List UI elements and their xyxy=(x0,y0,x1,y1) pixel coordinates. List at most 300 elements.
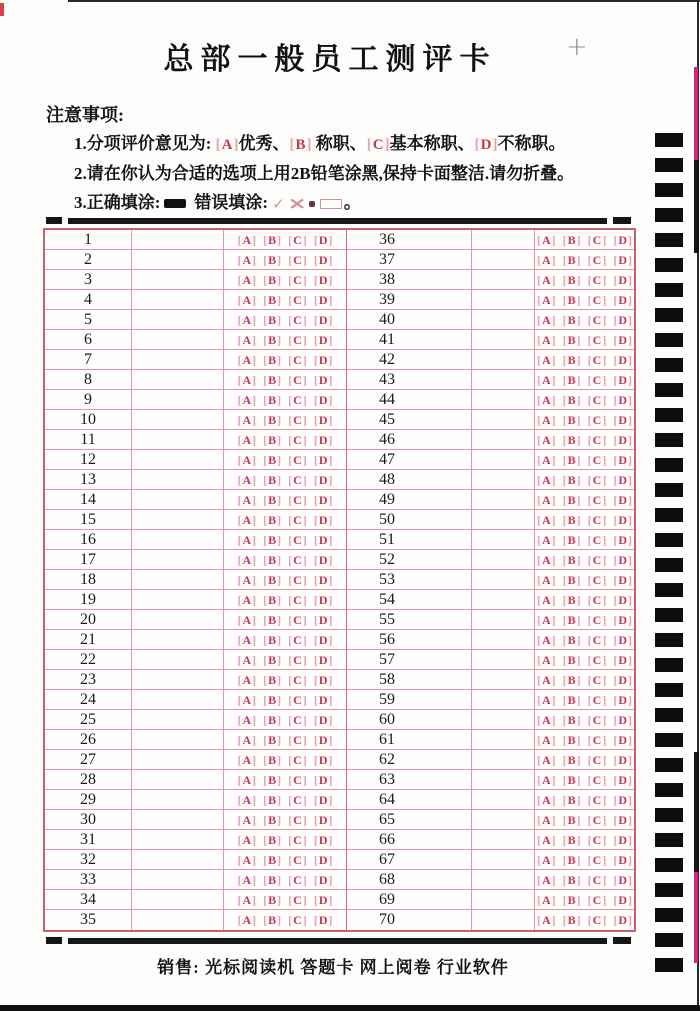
option-row xyxy=(224,830,347,850)
option-C xyxy=(588,514,607,526)
option-B xyxy=(563,594,581,606)
option-D xyxy=(613,654,632,666)
bracket-icon: [ xyxy=(263,792,268,807)
option-row xyxy=(535,310,634,330)
blank-cell xyxy=(132,470,224,490)
option-letter: D xyxy=(618,512,628,527)
bracket-icon: [ xyxy=(237,712,242,727)
bracket-icon: ] xyxy=(277,632,282,647)
question-number-label: 58 xyxy=(379,670,395,688)
option-A xyxy=(537,234,556,246)
option-C xyxy=(288,314,307,326)
option-letter: A xyxy=(541,712,551,727)
question-number-label: 43 xyxy=(379,370,395,388)
option-C xyxy=(288,294,307,306)
bracket-icon: [ xyxy=(613,252,618,267)
bracket-icon: ] xyxy=(576,652,581,667)
bracket-icon: [ xyxy=(313,412,318,427)
bracket-icon: [ xyxy=(263,372,268,387)
blank-cell xyxy=(472,830,535,850)
option-letter: D xyxy=(318,652,328,667)
option-letter: A xyxy=(242,652,252,667)
bracket-icon: ] xyxy=(576,692,581,707)
bracket-icon: ] xyxy=(302,272,307,287)
bracket-icon: ] xyxy=(602,432,607,447)
bracket-icon: [ xyxy=(237,792,242,807)
option-row xyxy=(224,770,347,790)
bracket-icon: ] xyxy=(576,612,581,627)
bracket-icon: [ xyxy=(313,872,318,887)
bracket-icon: ] xyxy=(602,872,607,887)
bracket-icon: ] xyxy=(302,512,307,527)
bracket-icon: [ xyxy=(263,772,268,787)
question-number xyxy=(347,330,472,350)
option-A xyxy=(237,794,256,806)
bracket-icon: [ xyxy=(613,592,618,607)
bracket-icon: ] xyxy=(602,732,607,747)
blank-cell xyxy=(472,690,535,710)
option-D xyxy=(613,494,632,506)
bracket-icon: ] xyxy=(252,372,257,387)
option-letter: B xyxy=(268,692,277,707)
bracket-icon: ] xyxy=(628,592,633,607)
question-number-label: 27 xyxy=(80,750,96,768)
bracket-icon: ] xyxy=(252,232,257,247)
option-A xyxy=(537,294,556,306)
option-A xyxy=(537,474,556,486)
bracket-icon: ] xyxy=(328,752,333,767)
bracket-icon: ] xyxy=(551,892,556,907)
option-D xyxy=(613,394,632,406)
option-letter: A xyxy=(541,552,551,567)
option-B xyxy=(263,754,281,766)
bracket-icon: [ xyxy=(237,552,242,567)
option-letter: B xyxy=(567,892,576,907)
blank-cell xyxy=(472,550,535,570)
bracket-icon: [ xyxy=(288,672,293,687)
bracket-icon: [ xyxy=(237,352,242,367)
option-D xyxy=(613,774,632,786)
option-D xyxy=(613,454,632,466)
option-C xyxy=(588,734,607,746)
bracket-icon: ] xyxy=(277,552,282,567)
bracket-icon: ] xyxy=(302,432,307,447)
bracket-icon: [ xyxy=(613,552,618,567)
question-number-label: 65 xyxy=(379,810,395,828)
option-B xyxy=(563,754,581,766)
question-number-label: 33 xyxy=(80,870,96,888)
option-letter: B xyxy=(567,632,576,647)
bracket-icon: ] xyxy=(277,272,282,287)
option-letter: B xyxy=(268,612,277,627)
option-row xyxy=(535,750,634,770)
option-letter: C xyxy=(293,652,302,667)
option-letter: B xyxy=(567,532,576,547)
option-letter: C xyxy=(592,672,602,687)
bracket-icon: ] xyxy=(628,692,633,707)
bracket-icon: ] xyxy=(602,632,607,647)
option-letter: C xyxy=(293,772,302,787)
question-number xyxy=(347,230,472,250)
option-row xyxy=(224,490,347,510)
question-number-label: 59 xyxy=(379,690,395,708)
bracket-icon: ] xyxy=(602,392,607,407)
timing-mark xyxy=(655,683,683,697)
option-D xyxy=(314,594,333,606)
question-number-label: 54 xyxy=(379,590,395,608)
bracket-icon: ] xyxy=(602,252,607,267)
bracket-icon: [ xyxy=(237,252,242,267)
bracket-icon: [ xyxy=(237,772,242,787)
option-letter: D xyxy=(618,272,628,287)
bracket-icon: ] xyxy=(277,812,282,827)
option-letter: D xyxy=(318,732,328,747)
option-C xyxy=(588,414,607,426)
bracket-icon: [ xyxy=(313,312,318,327)
blank-cell xyxy=(132,810,224,830)
bracket-icon: ] xyxy=(302,312,307,327)
instruction-line-2: 2.请在你认为合适的选项上用2B铅笔涂黑,保持卡面整洁.请勿折叠。 xyxy=(74,164,575,183)
bracket-icon: [ xyxy=(536,312,541,327)
option-letter: C xyxy=(592,512,602,527)
bracket-icon: [ xyxy=(562,792,567,807)
option-B xyxy=(263,814,281,826)
option-row xyxy=(224,350,347,370)
bracket-icon: [ xyxy=(536,772,541,787)
question-number-label: 30 xyxy=(80,810,96,828)
bracket-icon: ] xyxy=(602,692,607,707)
bracket-icon: ] xyxy=(328,852,333,867)
question-number-label: 21 xyxy=(80,630,96,648)
timing-mark xyxy=(655,933,683,947)
option-letter: D xyxy=(318,612,328,627)
bracket-icon: ] xyxy=(628,292,633,307)
question-number-label: 45 xyxy=(379,410,395,428)
bracket-icon: [ xyxy=(562,432,567,447)
option-D xyxy=(613,514,632,526)
option-D xyxy=(613,294,632,306)
option-B xyxy=(263,294,281,306)
bracket-icon: ] xyxy=(277,732,282,747)
option-letter: D xyxy=(618,472,628,487)
bracket-icon: ] xyxy=(551,332,556,347)
option-letter: D xyxy=(318,332,328,347)
bracket-icon: ] xyxy=(302,612,307,627)
option-D xyxy=(613,594,632,606)
bracket-icon: [ xyxy=(536,392,541,407)
bracket-icon: ] xyxy=(277,913,282,927)
option-D xyxy=(613,334,632,346)
option-letter: D xyxy=(618,232,628,247)
question-number xyxy=(45,850,132,870)
bracket-icon: ] xyxy=(252,812,257,827)
question-number-label: 67 xyxy=(379,850,395,868)
option-B xyxy=(263,454,281,466)
bracket-icon: [ xyxy=(613,772,618,787)
question-number xyxy=(45,410,132,430)
blank-cell xyxy=(132,910,224,930)
bracket-icon: [ xyxy=(288,312,293,327)
option-A xyxy=(237,614,256,626)
bracket-icon: ] xyxy=(551,372,556,387)
option-letter: B xyxy=(268,452,277,467)
blank-cell xyxy=(132,650,224,670)
footer-text: 销售: 光标阅读机 答题卡 网上阅卷 行业软件 xyxy=(157,958,509,977)
option-letter: A xyxy=(541,612,551,627)
bracket-icon: ] xyxy=(302,592,307,607)
option-row xyxy=(535,710,634,730)
blank-cell xyxy=(472,450,535,470)
bracket-icon: [ xyxy=(263,752,268,767)
bracket-icon: ] xyxy=(328,632,333,647)
option-D xyxy=(314,634,333,646)
option-A xyxy=(237,734,256,746)
bracket-icon: ] xyxy=(628,392,633,407)
option-letter: D xyxy=(618,432,628,447)
option-A xyxy=(537,374,556,386)
bracket-icon: [ xyxy=(313,552,318,567)
bracket-icon: ] xyxy=(277,652,282,667)
bracket-icon: [ xyxy=(237,752,242,767)
question-number xyxy=(45,830,132,850)
option-D xyxy=(314,874,333,886)
option-letter: C xyxy=(592,752,602,767)
option-letter: C xyxy=(293,732,302,747)
bracket-icon: ] xyxy=(277,672,282,687)
option-D xyxy=(613,534,632,546)
option-A xyxy=(237,334,256,346)
option-B xyxy=(563,694,581,706)
option-letter: C xyxy=(293,452,302,467)
bracket-icon: [ xyxy=(613,672,618,687)
bracket-icon: [ xyxy=(237,312,242,327)
option-letter: C xyxy=(293,872,302,887)
question-number xyxy=(347,530,472,550)
question-number-label: 31 xyxy=(80,830,96,848)
option-letter: D xyxy=(318,632,328,647)
bracket-icon: [ xyxy=(313,832,318,847)
option-letter: B xyxy=(268,752,277,767)
option-row xyxy=(224,430,347,450)
bracket-icon: ] xyxy=(576,412,581,427)
option-D xyxy=(314,354,333,366)
option-B xyxy=(263,694,281,706)
bracket-icon: [ xyxy=(263,712,268,727)
option-letter: C xyxy=(592,472,602,487)
question-number-label: 47 xyxy=(379,450,395,468)
option-letter: A xyxy=(242,832,252,847)
bracket-icon: ] xyxy=(302,732,307,747)
option-letter: D xyxy=(618,892,628,907)
question-number xyxy=(45,710,132,730)
option-B xyxy=(563,794,581,806)
option-D xyxy=(314,494,333,506)
notice-heading: 注意事项: xyxy=(46,105,124,125)
option-row xyxy=(224,790,347,810)
option-row xyxy=(535,430,634,450)
blank-cell xyxy=(472,730,535,750)
option-meaning: 优秀、 xyxy=(238,134,290,153)
option-letter: A xyxy=(242,772,252,787)
bracket-icon: [ xyxy=(536,592,541,607)
bracket-icon: [ xyxy=(562,532,567,547)
option-letter: C xyxy=(592,592,602,607)
option-letter: C xyxy=(293,412,302,427)
option-row xyxy=(224,850,347,870)
option-D xyxy=(314,454,333,466)
question-number-label: 53 xyxy=(379,570,395,588)
bracket-icon: ] xyxy=(328,672,333,687)
option-D xyxy=(613,314,632,326)
bracket-icon: [ xyxy=(237,532,242,547)
bracket-icon: ] xyxy=(328,812,333,827)
bracket-icon: ] xyxy=(277,532,282,547)
timing-mark xyxy=(655,208,683,222)
bracket-icon: ] xyxy=(328,392,333,407)
blank-cell xyxy=(472,230,535,250)
option-A xyxy=(537,554,556,566)
bracket-icon: [ xyxy=(288,612,293,627)
timing-mark xyxy=(655,183,683,197)
option-letter: C xyxy=(592,792,602,807)
bracket-icon: [ xyxy=(562,412,567,427)
option-row xyxy=(224,550,347,570)
option-A xyxy=(537,854,556,866)
question-number xyxy=(347,850,472,870)
bracket-icon: [ xyxy=(536,652,541,667)
bracket-icon: [ xyxy=(536,472,541,487)
bracket-icon: [ xyxy=(237,412,242,427)
bracket-icon: [ xyxy=(613,792,618,807)
bracket-icon: [ xyxy=(288,792,293,807)
option-D xyxy=(613,374,632,386)
blank-cell xyxy=(132,290,224,310)
bracket-icon: ] xyxy=(551,852,556,867)
option-row xyxy=(535,770,634,790)
option-C xyxy=(288,254,307,266)
bracket-icon: ] xyxy=(576,232,581,247)
bracket-icon: ] xyxy=(628,812,633,827)
bracket-icon: [ xyxy=(587,372,592,387)
bracket-icon: [ xyxy=(263,252,268,267)
bracket-icon: [ xyxy=(587,692,592,707)
bracket-icon: ] xyxy=(628,652,633,667)
question-number xyxy=(45,270,132,290)
option-letter: B xyxy=(567,332,576,347)
bracket-icon: ] xyxy=(252,612,257,627)
blank-cell xyxy=(472,590,535,610)
option-letter: A xyxy=(242,592,252,607)
bracket-icon: ] xyxy=(302,572,307,587)
bracket-icon: [ xyxy=(536,412,541,427)
option-letter: A xyxy=(242,392,252,407)
option-B xyxy=(263,474,281,486)
bracket-icon: [ xyxy=(562,772,567,787)
bracket-icon: [ xyxy=(288,292,293,307)
option-A xyxy=(237,894,256,906)
option-C xyxy=(288,794,307,806)
option-D xyxy=(613,554,632,566)
bracket-icon: ] xyxy=(576,812,581,827)
dot-mark-icon xyxy=(309,201,315,207)
option-row xyxy=(535,630,634,650)
bracket-icon: ] xyxy=(576,572,581,587)
option-letter: B xyxy=(567,512,576,527)
bracket-icon: [ xyxy=(536,832,541,847)
bracket-icon: [ xyxy=(288,712,293,727)
option-B xyxy=(263,614,281,626)
bracket-icon: [ xyxy=(613,432,618,447)
bracket-icon: ] xyxy=(576,913,581,927)
bracket-icon: ] xyxy=(277,712,282,727)
bracket-icon: [ xyxy=(536,272,541,287)
option-letter: D xyxy=(618,913,628,927)
bracket-icon: [ xyxy=(289,137,295,153)
bracket-icon: ] xyxy=(576,372,581,387)
bracket-icon: ] xyxy=(576,512,581,527)
bracket-icon: [ xyxy=(237,572,242,587)
option-D xyxy=(314,614,333,626)
option-A xyxy=(537,274,556,286)
option-letter: C xyxy=(592,872,602,887)
bracket-icon: ] xyxy=(628,872,633,887)
bracket-icon: ] xyxy=(602,492,607,507)
option-letter: D xyxy=(618,252,628,267)
option-C xyxy=(588,534,607,546)
option-A xyxy=(237,234,256,246)
option-C xyxy=(367,138,390,153)
bracket-icon: [ xyxy=(536,732,541,747)
option-row xyxy=(535,530,634,550)
timing-mark xyxy=(655,508,683,522)
bracket-icon: ] xyxy=(252,292,257,307)
bracket-icon: ] xyxy=(602,892,607,907)
blank-cell xyxy=(472,870,535,890)
option-letter: C xyxy=(592,452,602,467)
option-letter: A xyxy=(541,492,551,507)
option-D xyxy=(314,374,333,386)
option-letter: A xyxy=(242,332,252,347)
option-A xyxy=(537,734,556,746)
timing-mark xyxy=(655,733,683,747)
blank-cell xyxy=(132,870,224,890)
blank-cell xyxy=(472,490,535,510)
bracket-icon: ] xyxy=(602,232,607,247)
bracket-icon: ] xyxy=(628,752,633,767)
option-letter: B xyxy=(567,652,576,667)
option-letter: A xyxy=(242,792,252,807)
bracket-icon: ] xyxy=(252,652,257,667)
blank-cell xyxy=(132,510,224,530)
option-letter: B xyxy=(567,252,576,267)
option-D xyxy=(314,774,333,786)
blank-cell xyxy=(132,790,224,810)
question-number xyxy=(45,730,132,750)
bracket-icon: [ xyxy=(313,372,318,387)
option-letter: D xyxy=(618,352,628,367)
option-A xyxy=(537,694,556,706)
option-C xyxy=(288,354,307,366)
option-B xyxy=(563,734,581,746)
bracket-icon: ] xyxy=(252,532,257,547)
bracket-icon: [ xyxy=(613,472,618,487)
bracket-icon: [ xyxy=(587,812,592,827)
option-letter: B xyxy=(268,712,277,727)
bracket-icon: ] xyxy=(576,832,581,847)
bracket-icon: [ xyxy=(313,812,318,827)
registration-cross-icon: + xyxy=(566,32,588,62)
option-D xyxy=(613,734,632,746)
